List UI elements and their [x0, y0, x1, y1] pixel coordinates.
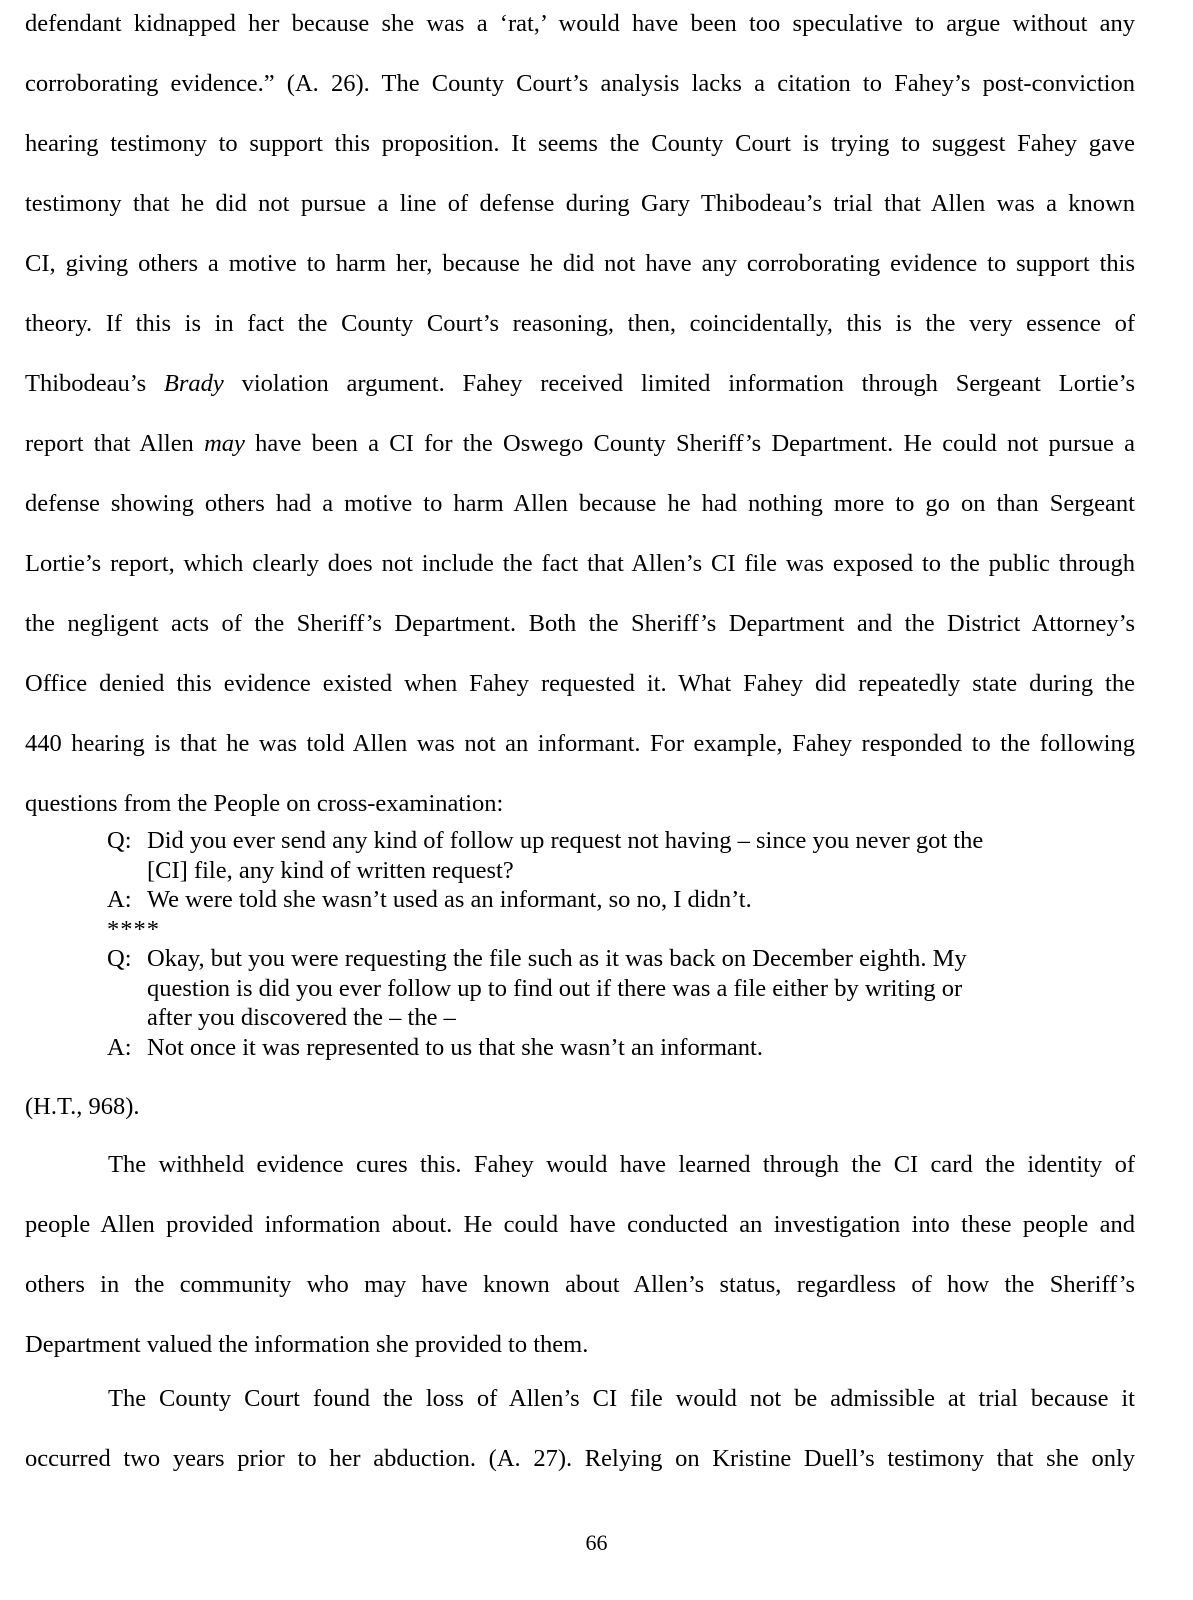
- text-line: corroborating evidence.” (A. 26). The County Court’s analysis lacks a citation to Fahey’s post-conviction: [25, 70, 1135, 97]
- text-run: Thibodeau’s: [25, 370, 164, 397]
- text-line: [25, 1135, 1135, 1195]
- paragraph-1: [25, 0, 1135, 834]
- text-line: people Allen provided information about. He could have conducted an investigation into these people and: [25, 1211, 1135, 1238]
- qa-line: Did you ever send any kind of follow up request not having – since you never got the: [147, 827, 984, 854]
- text-line: Lortie’s report, which clearly does not include the fact that Allen’s CI file was exposed to the public through: [25, 550, 1135, 577]
- text-line: defendant kidnapped her because she was a ‘rat,’ would have been too speculative to argue without any: [25, 10, 1135, 37]
- question-2: [107, 944, 1047, 1033]
- page-number: 66: [585, 1530, 608, 1555]
- quote-separator: ****: [107, 915, 160, 943]
- case-name-italic: Brady: [163, 370, 224, 397]
- text-line: hearing testimony to support this proposition. It seems the County Court is trying to suggest Fahey gave: [25, 130, 1135, 157]
- text-line: [25, 1369, 1135, 1429]
- qa-tag: Q:: [107, 945, 132, 972]
- text-line: defense showing others had a motive to harm Allen because he had nothing more to go on than Sergeant: [25, 490, 1135, 517]
- qa-text: Not once it was represented to us that she wasn’t an informant.: [147, 1033, 763, 1061]
- text-line: Office denied this evidence existed when Fahey requested it. What Fahey did repeatedly state during the: [25, 670, 1135, 697]
- qa-text: [147, 826, 1047, 885]
- paragraph-3: [25, 1369, 1135, 1489]
- text-line: others in the community who may have known about Allen’s status, regardless of how the Sheriff’s: [25, 1271, 1135, 1298]
- qa-text: [147, 944, 1047, 1033]
- text-line: 440 hearing is that he was told Allen was not an informant. For example, Fahey responded to the following: [25, 730, 1135, 757]
- text-line: occurred two years prior to her abduction. (A. 27). Relying on Kristine Duell’s testimony that she only: [25, 1445, 1135, 1472]
- qa-line: Okay, but you were requesting the file such as it was back on December eighth. My: [147, 945, 967, 972]
- qa-line: after you discovered the – the –: [147, 1004, 456, 1031]
- text-line: theory. If this is in fact the County Court’s reasoning, then, coincidentally, this is the very essence of: [25, 310, 1135, 337]
- answer-1: [107, 885, 1047, 915]
- text-line: Department valued the information she provided to them.: [25, 1331, 589, 1358]
- emphasis-italic: may: [204, 430, 245, 457]
- text-run: violation argument. Fahey received limited information through Sergeant Lortie’s: [223, 370, 1135, 397]
- text-line: [25, 414, 1135, 474]
- hearing-transcript-citation: (H.T., 968).: [25, 1093, 140, 1120]
- text-line: testimony that he did not pursue a line of defense during Gary Thibodeau’s trial that Allen was a known: [25, 190, 1135, 217]
- text-run: have been a CI for the Oswego County Sheriff’s Department. He could not pursue a: [244, 430, 1135, 457]
- qa-tag: Q:: [107, 827, 132, 854]
- qa-line: [CI] file, any kind of written request?: [147, 856, 514, 884]
- text-run: report that Allen: [25, 430, 205, 457]
- qa-tag: A:: [107, 1033, 132, 1061]
- qa-tag: A:: [107, 886, 132, 913]
- text-line: CI, giving others a motive to harm her, because he did not have any corroborating evidence to support this: [25, 250, 1135, 277]
- question-1: [107, 826, 1047, 885]
- answer-2: [107, 1033, 1047, 1063]
- text-run: The County Court found the loss of Allen’s CI file would not be admissible at trial because it: [108, 1385, 1135, 1412]
- testimony-block-quote: [107, 826, 1047, 1062]
- qa-line: question is did you ever follow up to find out if there was a file either by writing or: [147, 974, 963, 1002]
- paragraph-2: [25, 1135, 1135, 1375]
- text-line: questions from the People on cross-examination:: [25, 790, 504, 817]
- text-line: the negligent acts of the Sheriff’s Department. Both the Sheriff’s Department and the District Attorney’s: [25, 610, 1135, 637]
- text-run: The withheld evidence cures this. Fahey would have learned through the CI card the identity of: [108, 1151, 1135, 1178]
- text-line: [25, 354, 1135, 414]
- qa-text: We were told she wasn’t used as an informant, so no, I didn’t.: [147, 886, 752, 913]
